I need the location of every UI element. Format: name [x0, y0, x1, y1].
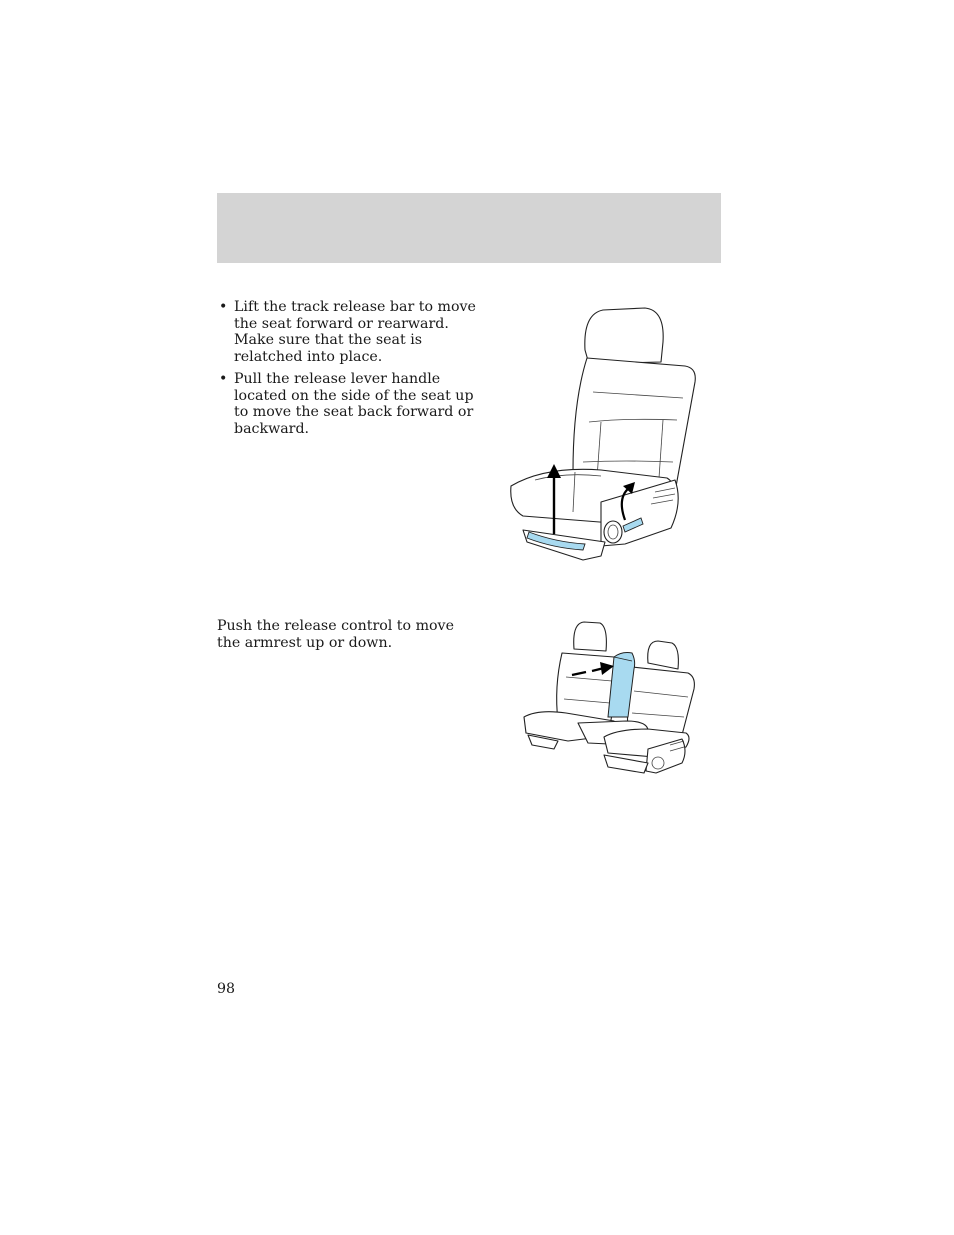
bullet-icon: • — [219, 371, 228, 387]
track-release-instruction: Lift the track release bar to move the seat forward or rearward. Make sure that the seat is relatched into place. — [234, 299, 476, 365]
seat-adjustment-illustration — [505, 302, 701, 564]
list-item — [217, 299, 477, 365]
section-header-bar — [217, 193, 721, 263]
armrest-illustration — [518, 617, 698, 780]
seat-adjust-instructions — [217, 299, 477, 443]
page-number: 98 — [217, 981, 236, 997]
bullet-icon: • — [219, 299, 228, 315]
list-item — [217, 371, 477, 437]
recline-lever-instruction: Pull the release lever handle located on the side of the seat up to move the seat back forward or backward. — [234, 371, 474, 437]
armrest-instruction: Push the release control to move the armrest up or down. — [217, 618, 454, 651]
